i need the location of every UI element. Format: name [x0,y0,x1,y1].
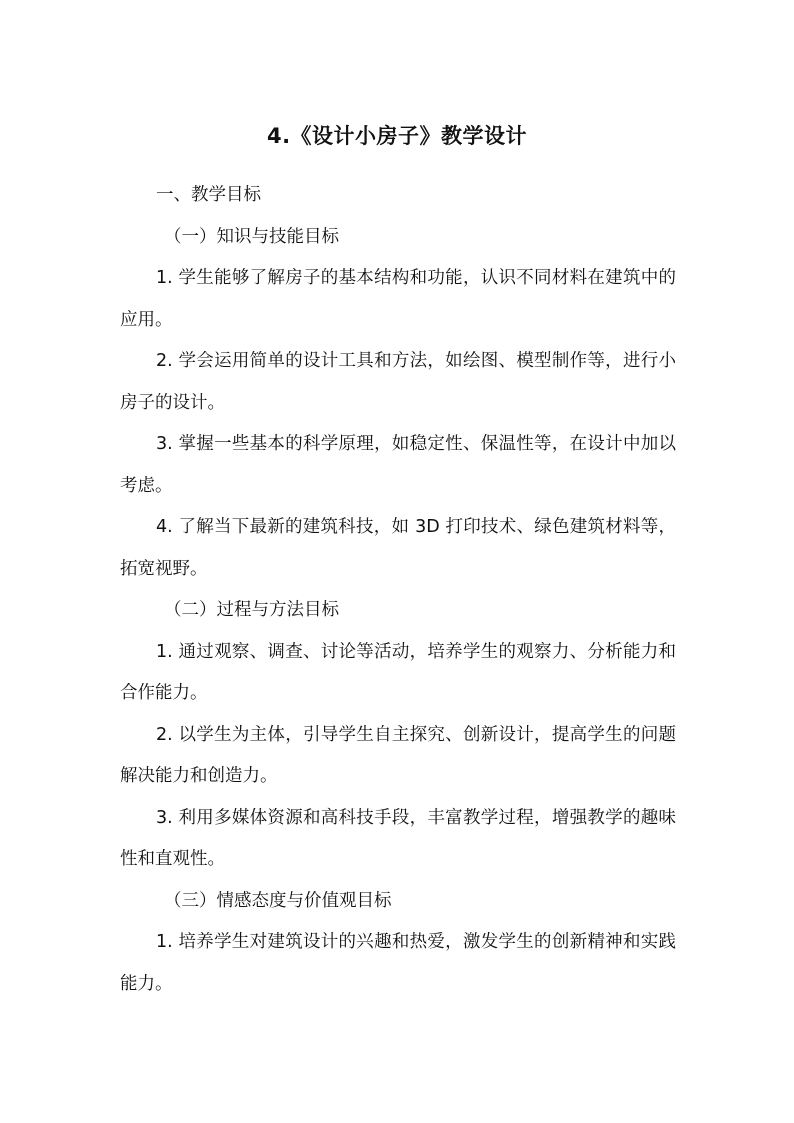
list-item: 1. 学生能够了解房子的基本结构和功能，认识不同材料在建筑中的应用。 [120,268,676,330]
list-item: 3. 利用多媒体资源和高科技手段，丰富教学过程，增强教学的趣味性和直观性。 [120,807,676,869]
section-heading: 一、教学目标 [156,185,261,205]
subsection-heading: （一）知识与技能目标 [164,226,339,247]
list-item: 1. 通过观察、调查、讨论等活动，培养学生的观察力、分析能力和合作能力。 [120,641,676,703]
list-item: 2. 学会运用简单的设计工具和方法，如绘图、模型制作等，进行小房子的设计。 [120,351,676,413]
page-title: 4.《设计小房子》教学设计 [266,124,528,148]
list-item: 2. 以学生为主体，引导学生自主探究、创新设计，提高学生的问题解决能力和创造力。 [120,724,676,786]
subsection-heading: （二）过程与方法目标 [164,600,339,620]
subsection-heading: （三）情感态度与价值观目标 [164,890,392,911]
list-item: 1. 培养学生对建筑设计的兴趣和热爱，激发学生的创新精神和实践能力。 [120,932,676,994]
list-item: 4. 了解当下最新的建筑科技，如 3D 打印技术、绿色建筑材料等，拓宽视野。 [120,517,676,579]
list-item: 3. 掌握一些基本的科学原理，如稳定性、保温性等，在设计中加以考虑。 [120,434,676,496]
document-body [120,175,676,1005]
